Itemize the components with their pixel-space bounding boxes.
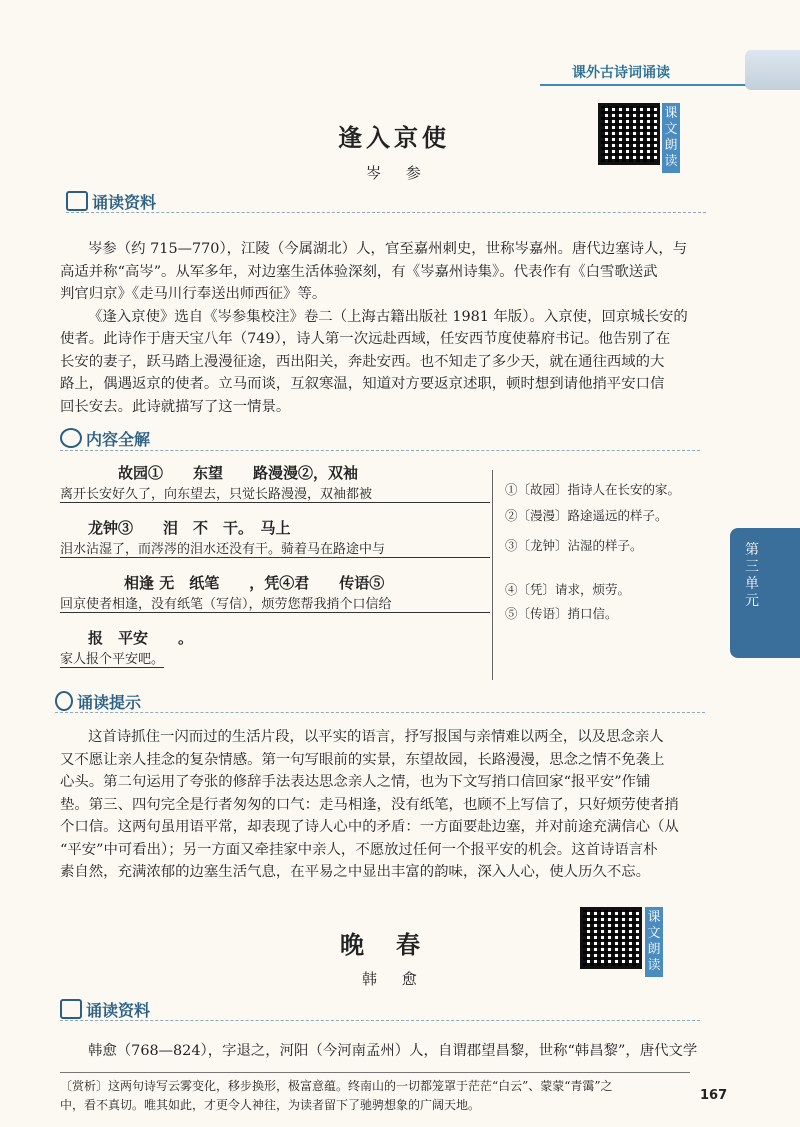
- page-number: 167: [700, 1088, 728, 1103]
- footer-note: [60, 1077, 690, 1115]
- translation-line: 离开长安好久了，向东望去，只觉长路漫漫，双袖都被: [60, 483, 490, 503]
- text-line: 高适并称“高岑”。从军多年，对边塞生活体验深刻，有《岑嘉州诗集》。代表作有《白雪歌送武: [60, 263, 658, 280]
- text-line: 垫。第三、四句完全是行者匆匆的口气：走马相逢，没有纸笔，也顾不上写信了，只好烦劳使者捎: [60, 796, 679, 813]
- footer-line: 中，看不真切。唯其如此，才更令人神往，为读者留下了驰骋想象的广阔天地。: [60, 1098, 481, 1112]
- header-book-icon: [745, 50, 800, 90]
- poem1-resources: [60, 238, 720, 418]
- audio-badge[interactable]: [645, 907, 663, 977]
- person-icon: [60, 428, 82, 448]
- section-heading-text: 诵读资料: [92, 193, 157, 212]
- audio-badge[interactable]: [662, 103, 680, 173]
- unit-tab[interactable]: [730, 528, 800, 658]
- note-item: ⑤〔传语〕捎口信。: [505, 606, 618, 621]
- note-item: ①〔故园〕指诗人在长安的家。: [505, 482, 681, 497]
- header-label: 课外古诗词诵读: [572, 65, 670, 81]
- note-item: ③〔龙钟〕沾湿的样子。: [505, 538, 643, 553]
- poem-line: 报 平安 。: [88, 629, 194, 647]
- note-item: ②〔漫漫〕路途遥远的样子。: [505, 508, 668, 523]
- translation-line: 回京使者相逢，没有纸笔（写信），烦劳您帮我捎个口信给: [60, 593, 490, 613]
- text-line: 《逢入京使》选自《岑参集校注》卷二（上海古籍出版社 1981 年版）。入京使，回京城长安的: [88, 308, 688, 325]
- section-heading-resources-2: [60, 998, 150, 1021]
- poem1-tips: [60, 726, 720, 884]
- text-line: 韩愈（768—824），字退之，河阳（今河南孟州）人，自谓郡望昌黎，世称“韩昌黎”，唐代文学: [88, 1043, 698, 1059]
- audio-badge-label: 课文朗读: [664, 106, 678, 169]
- speaker-icon: [55, 691, 73, 711]
- section-heading-tips: [55, 690, 141, 713]
- section-heading-resources: [66, 190, 156, 213]
- poem-line: 故园① 东望 路漫漫②，双袖: [118, 464, 359, 482]
- section-divider: [66, 211, 706, 213]
- section-divider: [60, 1019, 700, 1021]
- unit-tab-label: 第三单元: [745, 542, 759, 609]
- section-heading-text: 内容全解: [86, 430, 151, 449]
- text-line: 长安的妻子，跃马踏上漫漫征途，西出阳关，奔赴安西。也不知走了多少天，就在通往西域的大: [60, 353, 665, 370]
- section-heading-content: [60, 427, 150, 450]
- notes-divider: [492, 470, 493, 680]
- book-icon: [60, 999, 82, 1019]
- translation-line: 家人报个平安吧。: [60, 648, 164, 668]
- note-item: ④〔凭〕请求，烦劳。: [505, 582, 631, 597]
- translation-line: 泪水沾湿了，而涔涔的泪水还没有干。骑着马在路途中与: [60, 538, 490, 558]
- text-line: “平安”中可看出）；另一方面又牵挂家中亲人，不愿放过任何一个报平安的机会。这首诗语言朴: [60, 841, 658, 858]
- text-line: 回长安去。此诗就描写了这一情景。: [60, 398, 291, 415]
- text-line: 判官归京》《走马川行奉送出师西征》等。: [60, 286, 327, 302]
- poem1-author: 岑 参: [366, 164, 431, 182]
- text-line: 这首诗抓住一闪而过的生活片段，以平实的语言，抒写报国与亲情难以两全，以及思念亲人: [88, 729, 664, 745]
- section-heading-text: 诵读提示: [77, 693, 142, 712]
- poem2-author: 韩 愈: [362, 970, 427, 988]
- text-line: 心头。第二句运用了夸张的修辞手法表达思念亲人之情，也为下文写捎口信回家“报平安”作铺: [60, 774, 651, 790]
- qr-code-icon[interactable]: [580, 907, 642, 969]
- section-divider: [55, 711, 705, 713]
- text-line: 素自然，充满浓郁的边塞生活气息，在平易之中显出丰富的韵味，深入人心，使人历久不忘。: [60, 864, 651, 880]
- poem2-title: 晚 春: [340, 930, 424, 959]
- footer-rule: [60, 1072, 690, 1073]
- section-divider: [60, 449, 700, 451]
- section-heading-text: 诵读资料: [86, 1001, 151, 1020]
- poem1-annotated: [60, 462, 490, 668]
- text-line: 个口信。这两句虽用语平常，却表现了诗人心中的矛盾：一方面要赴边塞，并对前途充满信心（从: [60, 819, 679, 835]
- poem-line: 相逢 无 纸笔 ，凭④君 传语⑤: [124, 574, 385, 592]
- poem-line: 龙钟③ 泪 不 干。 马上: [88, 519, 291, 537]
- poem1-notes: [505, 480, 715, 622]
- text-line: 岑参（约 715—770），江陵（今属湖北）人，官至嘉州刺史，世称岑嘉州。唐代边塞诗人，与: [88, 241, 688, 257]
- text-line: 又不愿让亲人挂念的复杂情感。第一句写眼前的实景，东望故园，长路漫漫，思念之情不免袭上: [60, 751, 665, 768]
- audio-badge-label: 课文朗读: [647, 910, 661, 973]
- poem1-title: 逢入京使: [338, 123, 450, 152]
- book-icon: [66, 191, 88, 211]
- text-line: 路上，偶遇返京的使者。立马而谈，互叙寒温，知道对方要返京述职，顿时想到请他捎平安口信: [60, 376, 665, 392]
- footer-line: 〔赏析〕这两句诗写云雾变化，移步换形，极富意蕴。终南山的一切都笼罩于茫茫“白云”、蒙蒙“青霭”之: [60, 1079, 613, 1093]
- text-line: 使者。此诗作于唐天宝八年（749），诗人第一次远赴西域，任安西节度使幕府书记。他告别了在: [60, 331, 671, 347]
- qr-code-icon[interactable]: [598, 103, 660, 165]
